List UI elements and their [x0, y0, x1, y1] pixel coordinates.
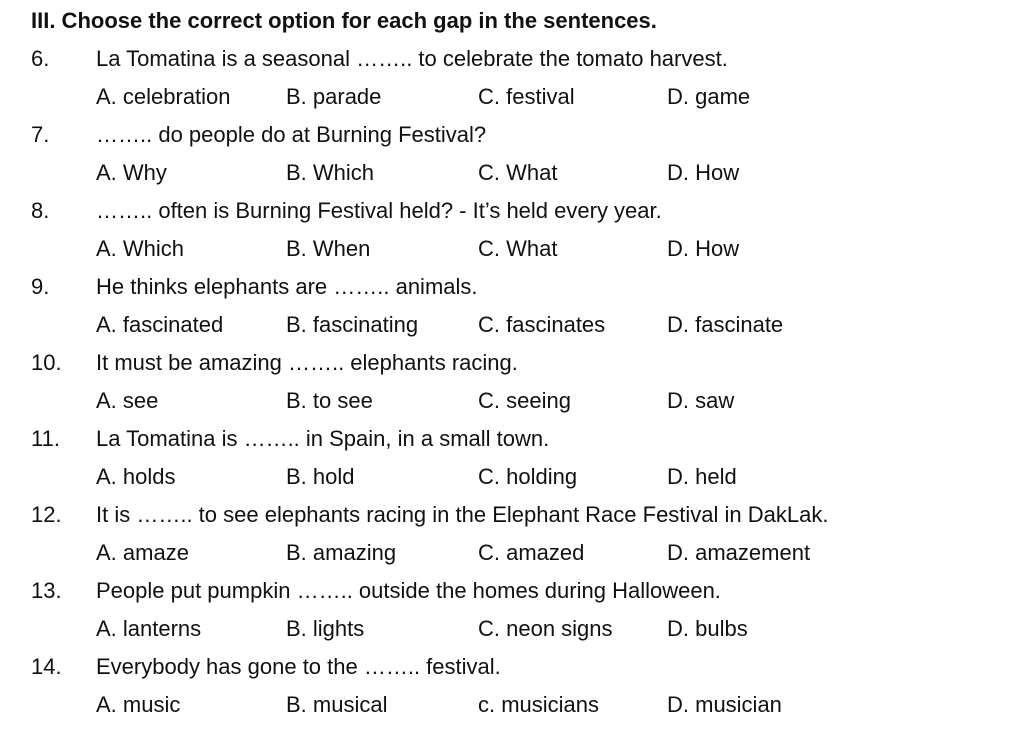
option-a: A. lanterns	[96, 616, 202, 641]
question-text: Everybody has gone to the …….. festival.	[96, 654, 501, 679]
question-13	[0, 577, 1024, 653]
question-text: …….. do people do at Burning Festival?	[96, 122, 487, 147]
question-text: It must be amazing …….. elephants racing.	[96, 350, 518, 375]
question-7	[0, 121, 1024, 197]
question-6	[0, 45, 1024, 121]
option-b: B. to see	[286, 388, 373, 413]
question-text: La Tomatina is a seasonal …….. to celebrate the tomato harvest.	[96, 46, 728, 71]
question-14	[0, 653, 1024, 729]
question-text: It is …….. to see elephants racing in the Elephant Race Festival in DakLak.	[96, 502, 829, 527]
option-c: C. seeing	[478, 388, 571, 413]
question-number: 7.	[31, 122, 50, 147]
question-text: He thinks elephants are …….. animals.	[96, 274, 478, 299]
question-text: …….. often is Burning Festival held? - It’s held every year.	[96, 198, 662, 223]
option-b: B. parade	[286, 84, 382, 109]
option-b: B. musical	[286, 692, 388, 717]
question-number: 8.	[31, 198, 50, 223]
option-b: B. Which	[286, 160, 375, 185]
question-number: 13.	[31, 578, 62, 603]
question-8	[0, 197, 1024, 273]
question-9	[0, 273, 1024, 349]
option-b: B. amazing	[286, 540, 397, 565]
question-number: 10.	[31, 350, 62, 375]
option-c: C. What	[478, 160, 558, 185]
option-d: D. amazement	[667, 540, 811, 565]
option-d: D. bulbs	[667, 616, 748, 641]
option-a: A. Why	[96, 160, 167, 185]
option-c: C. neon signs	[478, 616, 613, 641]
option-d: D. How	[667, 160, 740, 185]
option-d: D. saw	[667, 388, 735, 413]
option-d: D. held	[667, 464, 737, 489]
option-c: C. fascinates	[478, 312, 606, 337]
option-c: C. festival	[478, 84, 575, 109]
question-number: 14.	[31, 654, 62, 679]
question-number: 6.	[31, 46, 50, 71]
option-d: D. musician	[667, 692, 782, 717]
option-b: B. fascinating	[286, 312, 419, 337]
option-c: C. holding	[478, 464, 578, 489]
option-a: A. holds	[96, 464, 176, 489]
question-number: 9.	[31, 274, 50, 299]
option-c: c. musicians	[478, 692, 600, 717]
option-a: A. Which	[96, 236, 185, 261]
question-number: 12.	[31, 502, 62, 527]
option-b: B. hold	[286, 464, 355, 489]
question-text: People put pumpkin …….. outside the homes during Halloween.	[96, 578, 721, 603]
exercise-heading: III. Choose the correct option for each gap in the sentences.	[31, 8, 657, 33]
option-c: C. What	[478, 236, 558, 261]
question-12	[0, 501, 1024, 577]
option-a: A. amaze	[96, 540, 189, 565]
option-a: A. fascinated	[96, 312, 224, 337]
option-a: A. see	[96, 388, 159, 413]
option-a: A. music	[96, 692, 181, 717]
option-b: B. When	[286, 236, 371, 261]
question-number: 11.	[31, 426, 60, 451]
option-b: B. lights	[286, 616, 365, 641]
option-d: D. game	[667, 84, 751, 109]
option-c: C. amazed	[478, 540, 585, 565]
question-text: La Tomatina is …….. in Spain, in a small town.	[96, 426, 550, 451]
option-d: D. How	[667, 236, 740, 261]
question-10	[0, 349, 1024, 425]
option-a: A. celebration	[96, 84, 231, 109]
question-11	[0, 425, 1024, 501]
option-d: D. fascinate	[667, 312, 784, 337]
